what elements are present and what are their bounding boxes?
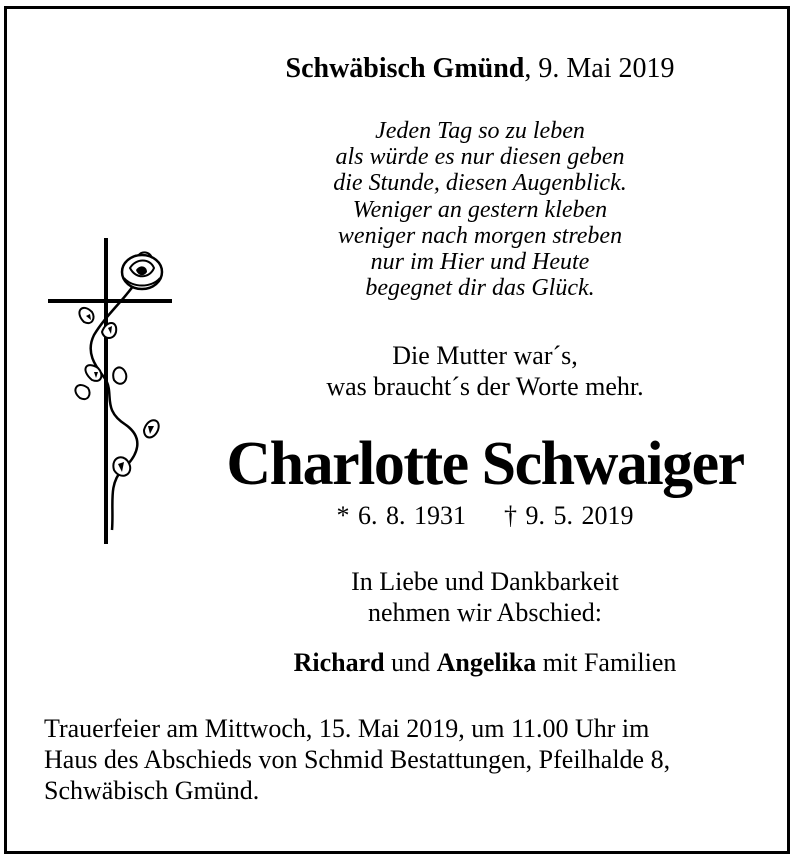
notice-date: , 9. Mai 2019 xyxy=(524,53,675,84)
life-dates xyxy=(200,501,770,531)
quote-line: was braucht´s der Worte mehr. xyxy=(326,372,644,401)
poem xyxy=(200,118,760,301)
service-line: Schwäbisch Gmünd. xyxy=(44,776,260,805)
service-line: Haus des Abschieds von Schmid Bestattungen, Pfeilhalde 8, xyxy=(44,745,671,774)
farewell-line: nehmen wir Abschied: xyxy=(368,598,602,627)
service-line: Trauerfeier am Mittwoch, 15. Mai 2019, um 11.00 Uhr im xyxy=(44,714,650,743)
birth-date: * 6. 8. 1931 xyxy=(336,501,466,530)
mourner-name: Angelika xyxy=(436,648,537,677)
mourner-name: Richard xyxy=(293,648,385,677)
mourner-connector: und xyxy=(384,648,437,677)
farewell-line: In Liebe und Dankbarkeit xyxy=(351,567,619,596)
farewell-text xyxy=(200,566,770,628)
poem-line: als würde es nur diesen geben xyxy=(335,144,625,171)
cross-with-rose-icon xyxy=(44,230,179,550)
mourners-line xyxy=(200,647,770,679)
funeral-service-info xyxy=(44,713,670,806)
poem-line: nur im Hier und Heute xyxy=(370,248,590,275)
place-name: Schwäbisch Gmünd xyxy=(285,53,525,84)
mother-quote xyxy=(200,340,770,402)
poem-line: weniger nach morgen streben xyxy=(337,222,623,249)
place-date-line xyxy=(160,52,800,86)
mourner-suffix: mit Familien xyxy=(536,648,677,677)
death-date: † 9. 5. 2019 xyxy=(504,501,634,530)
poem-line: begegnet dir das Glück. xyxy=(365,275,595,302)
poem-line: die Stunde, diesen Augenblick. xyxy=(333,170,627,197)
poem-line: Weniger an gestern kleben xyxy=(352,196,608,223)
poem-line: Jeden Tag so zu leben xyxy=(375,118,585,144)
deceased-name: Charlotte Schwaiger xyxy=(226,430,744,498)
quote-line: Die Mutter war´s, xyxy=(392,341,578,370)
